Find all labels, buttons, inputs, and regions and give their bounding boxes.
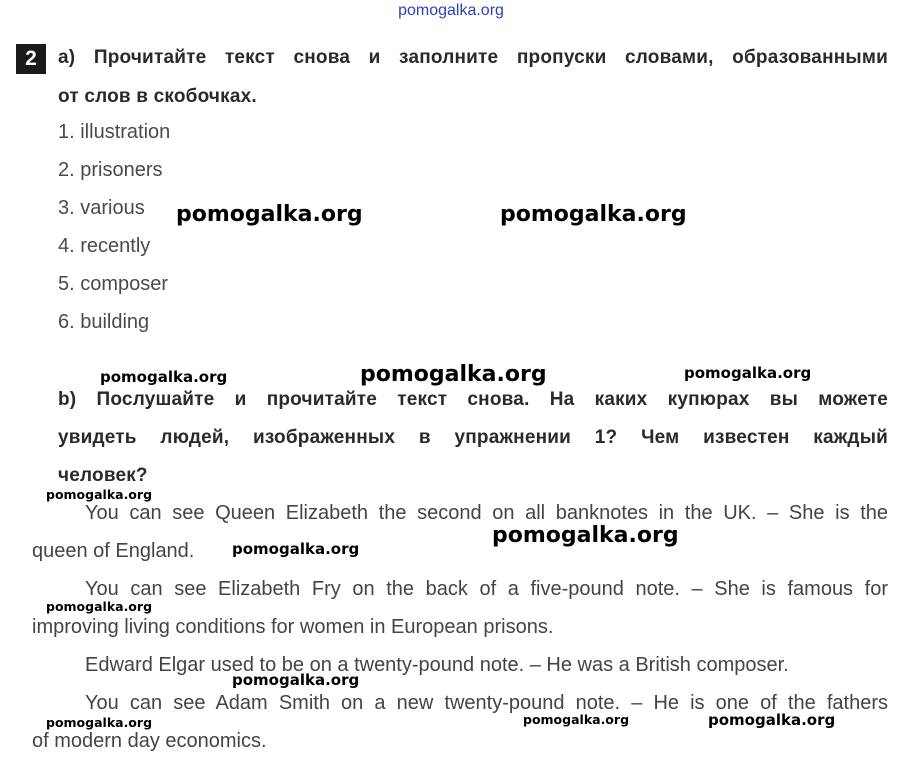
watermark: pomogalka.org [500, 202, 687, 227]
paragraph-line: improving living conditions for women in European prisons. [32, 616, 554, 638]
answer-item: 2. prisoners [58, 159, 163, 181]
watermark: pomogalka.org [176, 202, 363, 227]
paragraph-line: You can see Queen Elizabeth the second on all banknotes in the UK. – She is the [85, 502, 888, 524]
watermark: pomogalka.org [492, 523, 679, 548]
part-b-heading-line1: b) Послушайте и прочитайте текст снова. На каких купюрах вы можете [58, 389, 888, 410]
part-b-heading-line3: человек? [58, 465, 148, 486]
watermark: pomogalka.org [523, 712, 630, 727]
exercise-number-badge: 2 [16, 44, 46, 74]
watermark: pomogalka.org [360, 362, 547, 387]
answer-item: 3. various [58, 197, 145, 219]
answer-item: 4. recently [58, 235, 151, 257]
watermark: pomogalka.org [46, 599, 153, 614]
watermark: pomogalka.org [708, 711, 836, 729]
paragraph-line: You can see Adam Smith on a new twenty-pound note. – He is one of the fathers [85, 692, 888, 714]
watermark: pomogalka.org [46, 487, 153, 502]
watermark: pomogalka.org [232, 540, 360, 558]
answer-item: 1. illustration [58, 121, 171, 143]
site-watermark-top: pomogalka.org [398, 2, 504, 19]
watermark: pomogalka.org [232, 671, 360, 689]
answer-item: 6. building [58, 311, 150, 333]
watermark: pomogalka.org [46, 715, 153, 730]
paragraph-line: You can see Elizabeth Fry on the back of a five-pound note. – She is famous for [85, 578, 888, 600]
paragraph-line: Edward Elgar used to be on a twenty-pound note. – He was a British composer. [85, 654, 789, 676]
paragraph-line: queen of England. [32, 540, 195, 562]
part-b-heading-line2: увидеть людей, изображенных в упражнении 1? Чем известен каждый [58, 427, 888, 448]
paragraph-line: of modern day economics. [32, 730, 267, 752]
watermark: pomogalka.org [684, 364, 812, 382]
watermark: pomogalka.org [100, 368, 228, 386]
answer-item: 5. composer [58, 273, 169, 295]
part-a-heading-line2: от слов в скобочках. [58, 86, 257, 107]
part-a-heading-line1: a) Прочитайте текст снова и заполните пропуски словами, образованными [58, 47, 888, 68]
